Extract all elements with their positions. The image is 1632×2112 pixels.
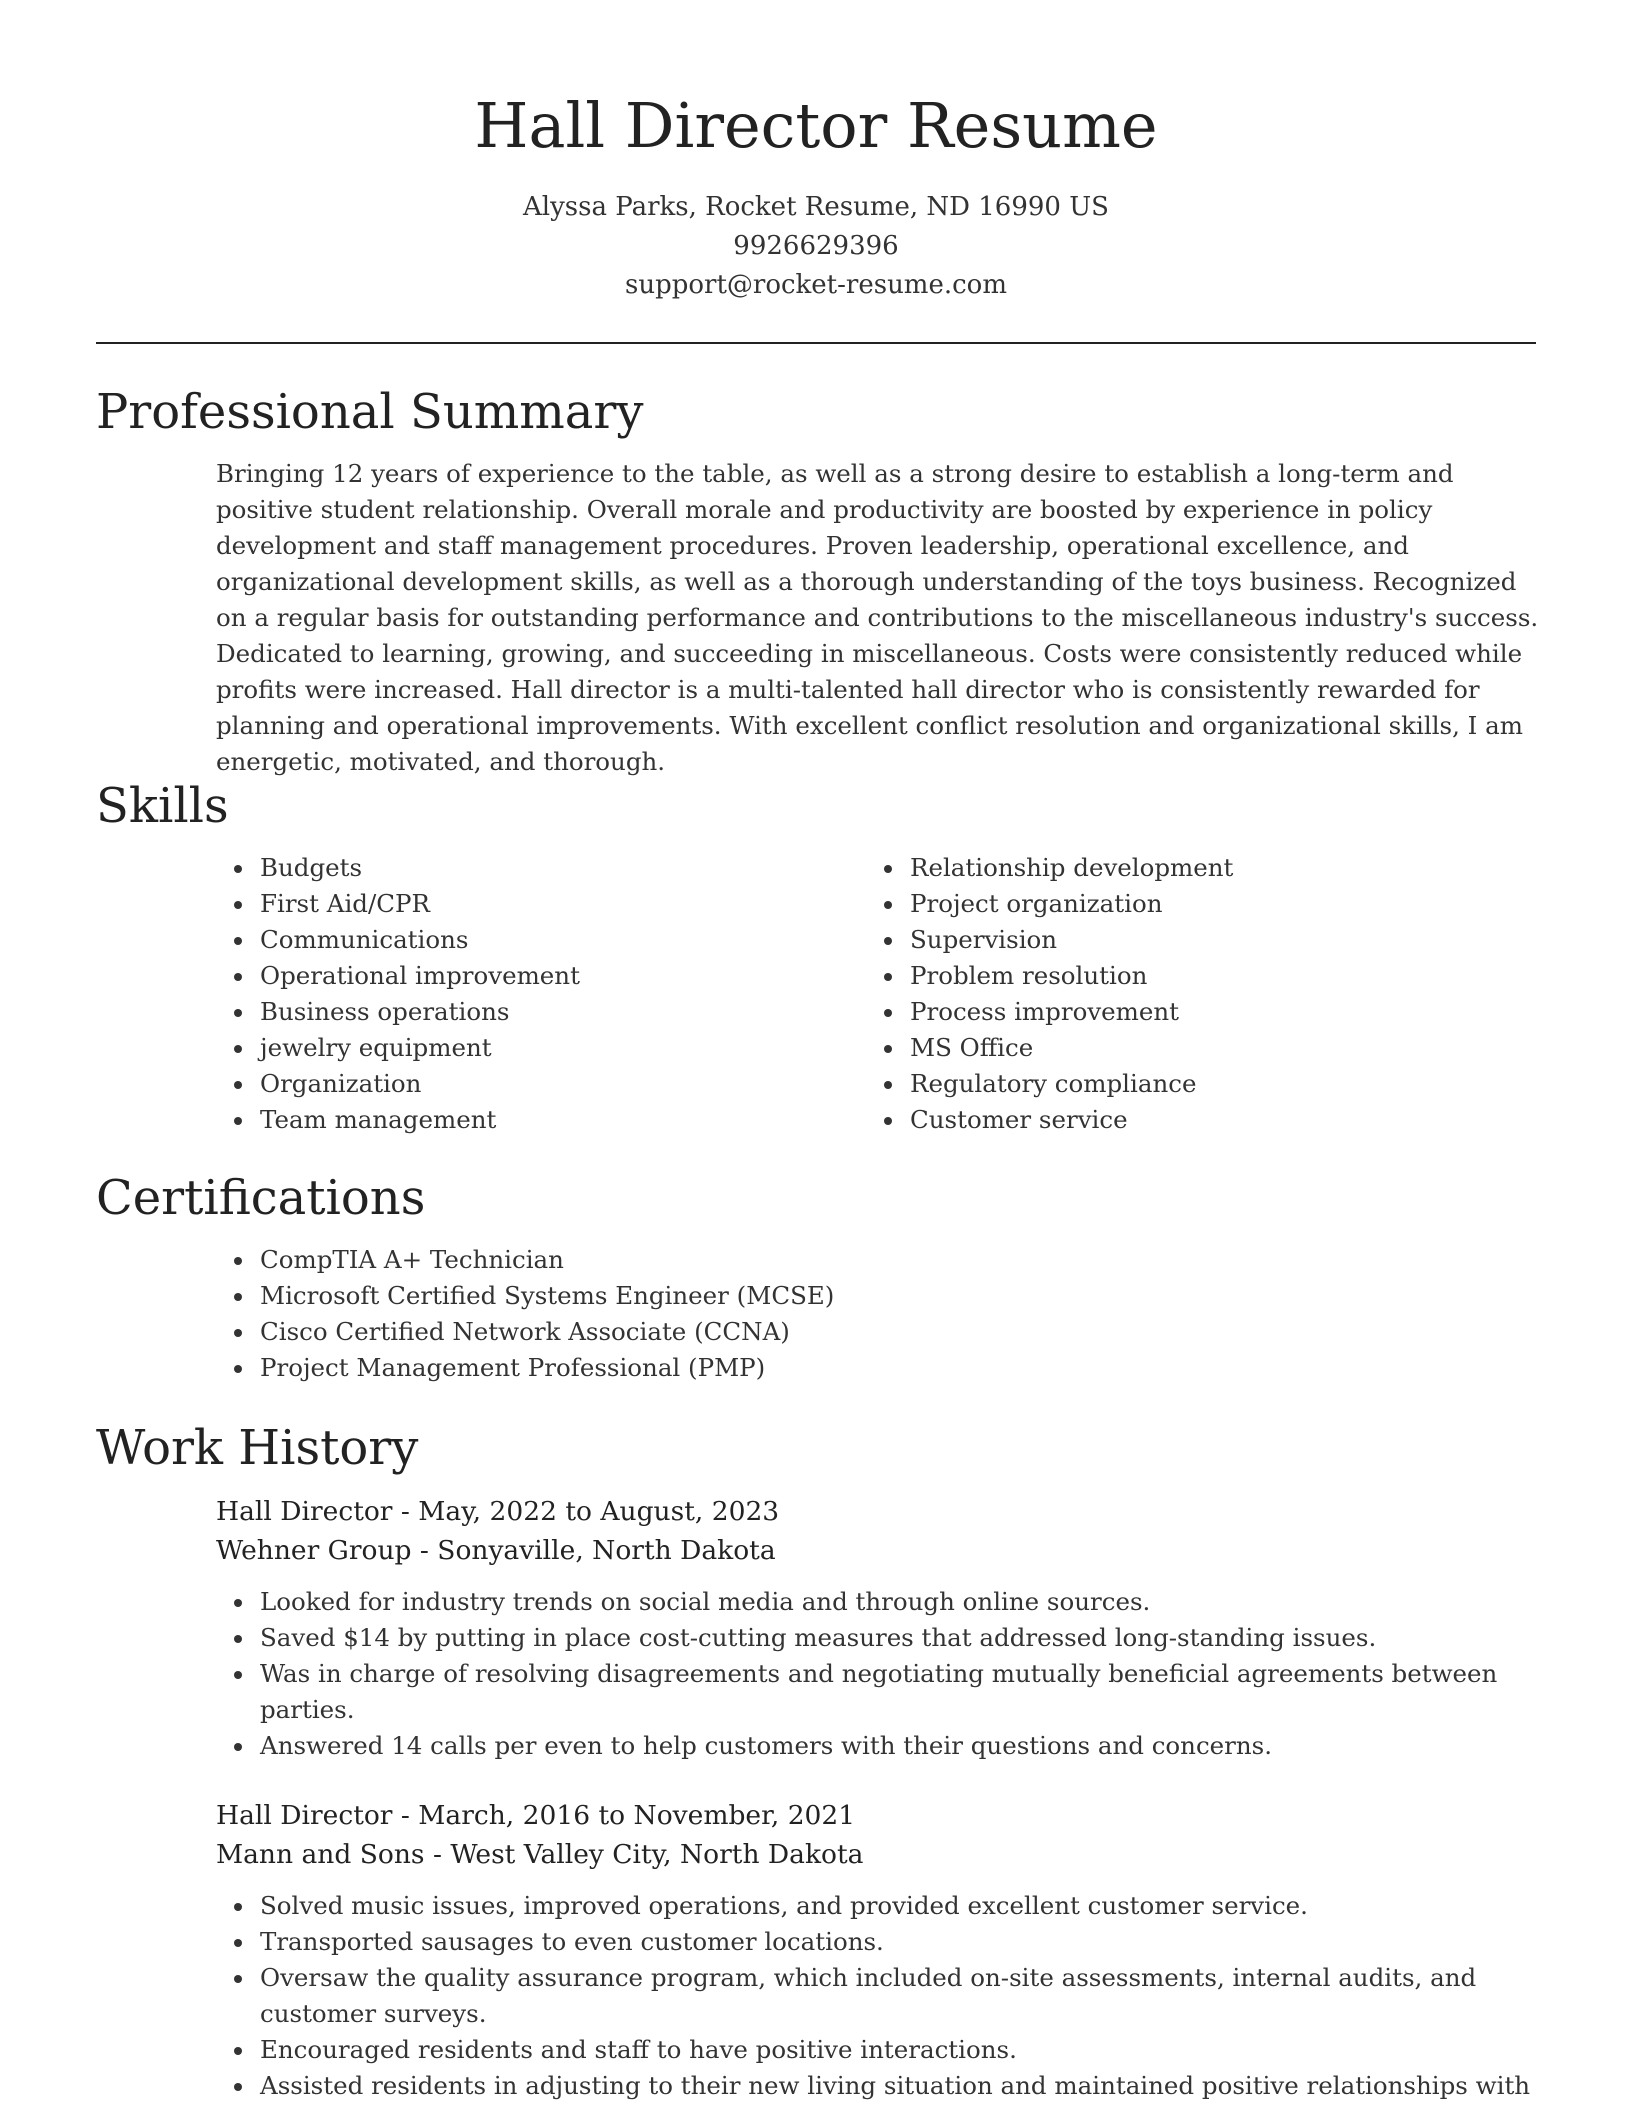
skill-item: Regulatory compliance — [866, 1066, 1516, 1102]
skill-item: Problem resolution — [866, 958, 1516, 994]
job-duties-list — [216, 1584, 1536, 1764]
skills-columns — [216, 850, 1536, 1138]
contact-email: support@rocket-resume.com — [624, 270, 1007, 300]
job-title: Hall Director - March, 2016 to November, 2021 — [216, 1800, 856, 1831]
certification-item: CompTIA A+ Technician — [216, 1242, 1536, 1278]
work-history-section — [96, 1416, 1536, 2104]
contact-phone: 9926629396 — [733, 231, 899, 261]
job-duty: Looked for industry trends on social media and through online sources. — [216, 1584, 1536, 1620]
skill-item: Team management — [216, 1102, 866, 1138]
contact-block — [0, 188, 1632, 305]
skill-item: MS Office — [866, 1030, 1516, 1066]
certifications-list — [216, 1242, 1536, 1386]
job-duty: Answered 14 calls per even to help customers with their questions and concerns. — [216, 1728, 1536, 1764]
skill-item: First Aid/CPR — [216, 886, 866, 922]
skills-section — [96, 774, 1536, 1138]
summary-section — [96, 380, 1539, 780]
certification-item: Cisco Certified Network Associate (CCNA) — [216, 1314, 1536, 1350]
certification-item: Microsoft Certified Systems Engineer (MCSE) — [216, 1278, 1536, 1314]
certification-item: Project Management Professional (PMP) — [216, 1350, 1536, 1386]
skills-list-left — [216, 850, 866, 1138]
skill-item: jewelry equipment — [216, 1030, 866, 1066]
header-divider — [96, 342, 1536, 344]
certifications-heading: Certifications — [96, 1170, 426, 1226]
job-duties-list — [216, 1888, 1536, 2104]
summary-heading: Professional Summary — [96, 384, 644, 440]
job-duty: Solved music issues, improved operations, and provided excellent customer service. — [216, 1888, 1536, 1924]
resume-title: Hall Director Resume — [474, 89, 1158, 162]
job-company: Mann and Sons - West Valley City, North Dakota — [216, 1839, 864, 1870]
skill-item: Organization — [216, 1066, 866, 1102]
resume-header — [0, 84, 1632, 305]
job-duty: Oversaw the quality assurance program, which included on-site assessments, internal audits, and customer surveys. — [216, 1960, 1536, 2032]
job-duty: Assisted residents in adjusting to their new living situation and maintained positive relationships with — [216, 2068, 1536, 2104]
skill-item: Budgets — [216, 850, 866, 886]
job-duty: Was in charge of resolving disagreements and negotiating mutually beneficial agreements between parties. — [216, 1656, 1536, 1728]
skill-item: Project organization — [866, 886, 1516, 922]
skill-item: Communications — [216, 922, 866, 958]
skill-item: Operational improvement — [216, 958, 866, 994]
skill-item: Process improvement — [866, 994, 1516, 1030]
skill-item: Supervision — [866, 922, 1516, 958]
summary-text: Bringing 12 years of experience to the table, as well as a strong desire to establish a long-term and positive student relationship. Overall morale and productivity are boosted by experience in policy development and staff management procedures. Proven leadership, operational excellence, and organizational development skills, as well as a thorough understanding of the toys business. Recognized on a regular basis for outstanding performance and contributions to the miscellaneous industry's success. Dedicated to learning, growing, and succeeding in miscellaneous. Costs were consistently reduced while profits were increased. Hall director is a multi-talented hall director who is consistently rewarded for planning and operational improvements. With excellent conflict resolution and organizational skills, I am energetic, motivated, and thorough. — [216, 459, 1539, 776]
certifications-section — [96, 1166, 1536, 1386]
work-history-heading: Work History — [96, 1420, 419, 1476]
contact-address: Alyssa Parks, Rocket Resume, ND 16990 US — [523, 192, 1109, 222]
job-title: Hall Director - May, 2022 to August, 2023 — [216, 1496, 780, 1527]
job-company: Wehner Group - Sonyaville, North Dakota — [216, 1535, 776, 1566]
skill-item: Business operations — [216, 994, 866, 1030]
skills-list-right — [866, 850, 1516, 1138]
job-entry — [216, 1492, 1536, 1764]
job-duty: Encouraged residents and staff to have positive interactions. — [216, 2032, 1536, 2068]
skill-item: Customer service — [866, 1102, 1516, 1138]
job-duty: Saved $14 by putting in place cost-cutting measures that addressed long-standing issues. — [216, 1620, 1536, 1656]
job-duty: Transported sausages to even customer locations. — [216, 1924, 1536, 1960]
skill-item: Relationship development — [866, 850, 1516, 886]
skills-heading: Skills — [96, 778, 229, 834]
job-entry — [216, 1796, 1536, 2104]
